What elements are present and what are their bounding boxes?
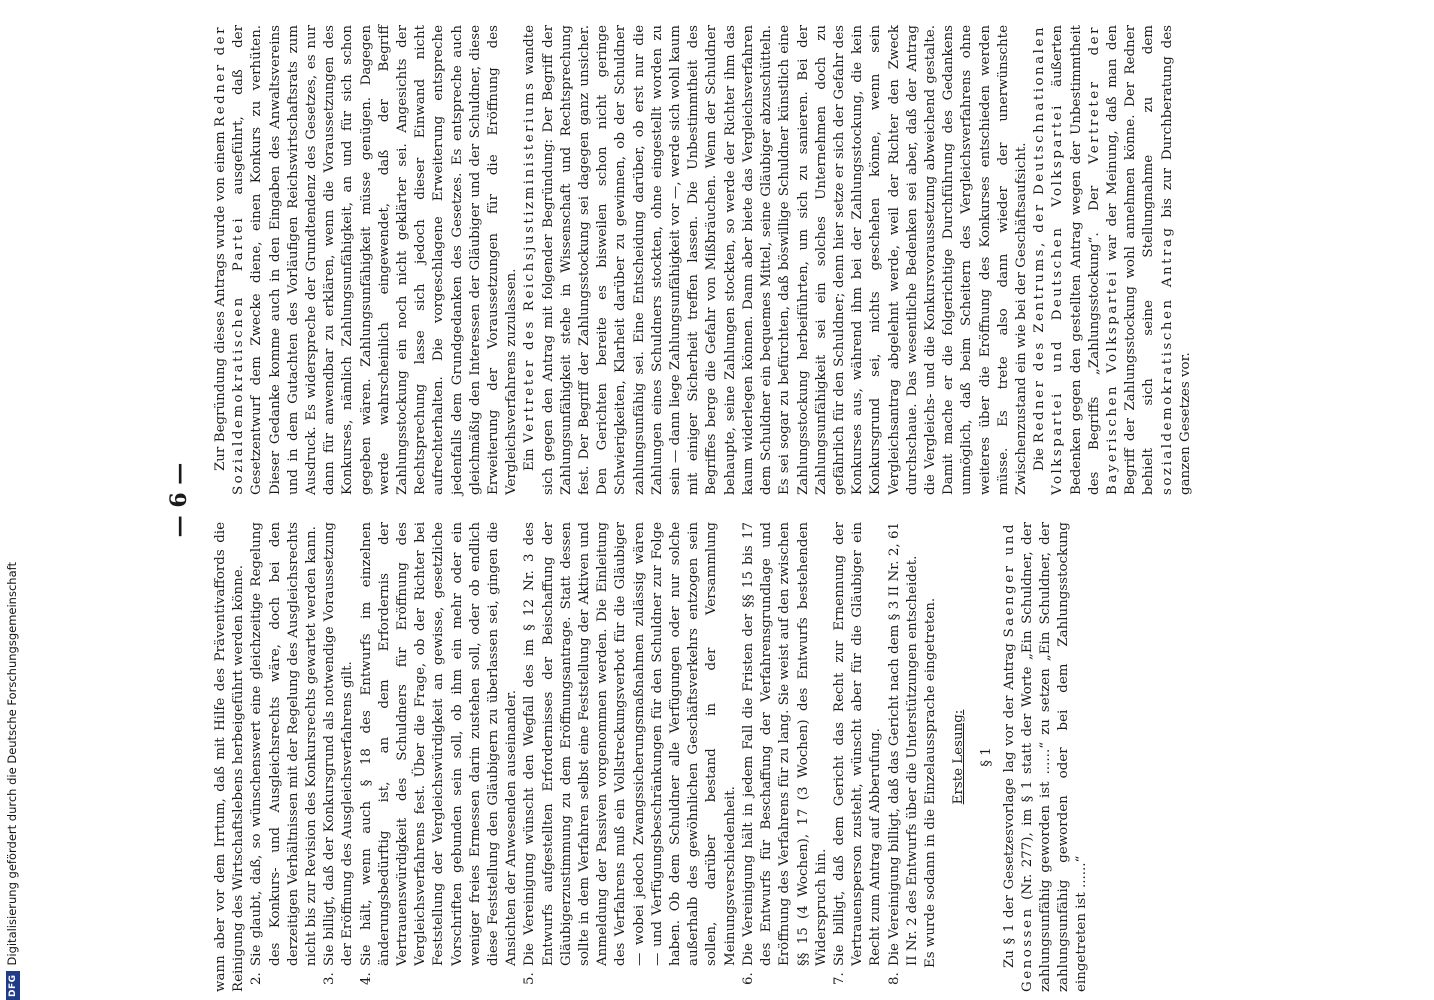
speaker-name: Vertreter des Reichsjustizministeriums: [522, 80, 538, 443]
paragraph: Ein Vertreter des Reichsjustizministeriums wandte sich gegen den Antrag mit folgender Begründung: Der Begriff der Zahlungsunfähigkeit stehe in Wissenschaft und Rechtsprechung fest. Der Begriff der Zahlungsstockung sei dagegen ganz unsicher. Den Gerichten bereite es bisweilen schon nicht geringe Schwierigkeiten, Klarheit darüber zu gewinnen, ob der Schuldner zahlungsunfähig sei. Eine Entscheidung darüber, ob erst nur die Zahlungen eines Schuldners stockten, ohne eingestellt worden zu sein — dann liege Zahlungsunfähigkeit vor —, werde sich wohl kaum mit einiger Sicherheit treffen lassen. Die Unbestimmtheit des Begriffes berge die Gefahr von Mißbräuchen. Wenn der Schuldner behaupte, seine Zahlungen stockten, so werde der Richter ihm das kaum widerlegen können. Dann aber biete das Vergleichsverfahren dem Schuldner ein bequemes Mittel, seine Gläubiger abzuschütteln. Es sei sogar zu befürchten, daß böswillige Schuldner künstlich eine Zahlungsstockung herbeiführten, um sich zu sanieren. Bei der Zahlungsunfähigkeit sei ein solches Unternehmen doch zu gefährlich für den Schuldner; denn hier setze er sich der Gefahr des Konkurses aus, während ihm bei der Zahlungsstockung, die kein Konkursgrund sei, nichts geschehen könne, wenn sein Vergleichsantrag abgelehnt werde, weil der Richter den Zweck durchschaue. Das wesentliche Bedenken sei aber, daß der Antrag die Vergleichs- und die Konkursvoraussetzung abweichend gestalte. Damit mache er die folgerichtige Durchführung des Gedankens unmöglich, daß beim Scheitern des Vergleichsverfahrens ohne weiteres über die Eröffnung des Konkurses entschieden werden müsse. Es trete also dann wieder der unerwünschte Zwischenzustand ein wie bei der Geschäftsaufsicht.: [522, 24, 1029, 495]
speaker-name: Redner des Zentrums, der Deutschnationalen Volkspartei und Deutschen Volkspartei: [1032, 25, 1066, 495]
speaker-name: sozialdemokratischen Antrag: [1159, 225, 1175, 495]
credit-text: Digitalisierung gefördert durch die Deutsche Forschungsgemeinschaft: [5, 562, 19, 966]
section-title: § 1: [979, 747, 995, 767]
list-item: 2. Sie glaubt, daß, so wünschenswert eine gleichzeitige Regelung des Konkurs- und Ausgleichsrechts wäre, doch bei den derzeitigen Verhältnissen mit der Regelung des Ausgleichsrechts nicht bis zur Revision des Konkursrechts gewartet werden kann.: [248, 522, 321, 968]
paragraph: Die Redner des Zentrums, der Deutschnationalen Volkspartei und Deutschen Volkspartei äußerten Bedenken gegen den gestellten Antrag wegen der Unbestimmtheit des Begriffs „Zahlungsstockung“. Der Vertreter der Bayerischen Volkspartei war der Meinung, daß man den Begriff der Zahlungsstockung wohl annehmen könne. Der Redner behielt sich seine Stellungnahme zu dem sozialdemokratischen Antrag bis zur Durchberatung des ganzen Gesetzes vor.: [1032, 25, 1193, 495]
dfg-logo: DFG: [6, 971, 20, 1000]
list-item: 5. Die Vereinigung wünscht den Wegfall des im § 12 Nr. 3 des Entwurfs aufgestellten Erfordernisses der Beischaffung der Gläubigerzustimmung zu dem Eröffnungsantrage. Statt dessen sollte in dem Verfahren selbst eine Feststellung der Aktiven und Anmeldung der Passiven vorgenommen werden. Die Einleitung des Verfahrens muß ein Vollstreckungsverbot für die Gläubiger — wobei jedoch Zwangssicherungsmaßnahmen zulässig wären — und Verfügungsbeschränkungen für den Schuldner zur Folge haben. Ob dem Schuldner alle Verfügungen oder nur solche außerhalb des gewöhnlichen Geschäftsverkehrs entzogen sein sollen, darüber bestand in der Versammlung Meinungsverschiedenheit.: [521, 522, 739, 968]
reading-title: Erste Lesung:: [951, 709, 967, 805]
right-column: [212, 25, 1195, 495]
scanned-page: [150, 0, 1420, 1000]
proposer-names: Saenger und Genossen: [1001, 522, 1035, 992]
transition-paragraph: Es wurde sodann in die Einzelaussprache eingetreten.: [922, 597, 938, 968]
speaker-name: Redner der Sozialdemokratischen Partei: [213, 25, 247, 495]
speaker-name: Vertreter der Bayerischen Volkspartei: [1086, 25, 1120, 495]
list-item: 6. Die Vereinigung hält in jedem Fall die Fristen der §§ 15 bis 17 des Entwurfs für Beschaffung der Verfahrensgrundlage und Eröffnung des Verfahrens für zu lang. Sie weist auf den zwischen §§ 15 (4 Wochen), 17 (3 Wochen) des Entwurfs bestehenden Widerspruch hin.: [740, 522, 831, 968]
list-item: 8. Die Vereinigung billigt, daß das Gericht nach dem § 3 II Nr. 2, 61 II Nr. 2 des Entwurfs über die Unterstützungen entscheidet.: [886, 522, 922, 968]
list-item: 3. Sie billigt, daß der Konkursgrund als notwendige Voraussetzung der Eröffnung des Ausgleichsverfahrens gilt.: [321, 522, 357, 968]
page-number: — 6 —: [166, 462, 192, 538]
intro-fragment: wann aber vor dem Irrtum, daß mit Hilfe des Präventivaffords die Reinigung des Wirtschaftslebens herbeigeführt werden könne.: [213, 522, 247, 992]
list-item: 4. Sie hält, wenn auch § 18 des Entwurfs im einzelnen änderungsbedürftig ist, an dem Erfordernis der Vertrauenswürdigkeit des Schuldners für Eröffnung des Vergleichsverfahrens fest. Über die Frage, ob der Richter bei Feststellung der Vergleichswürdigkeit an gewisse, gesetzliche Vorschriften gebunden sein soll, ob ihm ein mehr oder ein weniger freies Ermessen darin zustehen soll, oder ob endlich diese Feststellung den Gläubigern zu überlassen sei, gingen die Ansichten der Anwesenden auseinander.: [358, 522, 522, 968]
numbered-list: [248, 522, 922, 992]
paragraph: Zur Begründung dieses Antrags wurde von einem Redner der Sozialdemokratischen Partei ausgeführt, daß der Gesetzentwurf dem Zwecke diene, einen Konkurs zu verhüten. Dieser Gedanke komme auch in den Eingaben des Anwaltsvereins und in dem Gutachten des Vorläufigen Reichswirtschaftsrats zum Ausdruck. Es widerspreche der Grundtendenz des Gesetzes, es nur dann für anwendbar zu erklären, wenn die Voraussetzungen des Konkurses, nämlich Zahlungsunfähigkeit, an und für sich schon gegeben wären. Zahlungsunfähigkeit müsse genügen. Dagegen werde wahrscheinlich eingewendet, daß der Begriff Zahlungsstockung ein noch nicht geklärter sei. Angesichts der Rechtsprechung lasse sich jedoch dieser Einwand nicht aufrechterhalten. Die vorgeschlagene Erweiterung entspreche jedenfalls dem Grundgedanken des Gesetzes. Es entspreche auch gleichmäßig den Interessen der Gläubiger und der Schuldner, diese Erweiterung der Voraussetzungen für die Eröffnung des Vergleichsverfahrens zuzulassen.: [213, 25, 520, 495]
left-column: [212, 522, 1092, 992]
list-item: 7. Sie billigt, daß dem Gericht das Recht zur Ernennung der Vertrauensperson zusteht, wünscht aber für die Gläubiger ein Recht zum Antrag auf Abberufung.: [831, 522, 886, 968]
section-paragraph: Zu § 1 der Gesetzesvorlage lag vor der Antrag Saenger und Genossen (Nr. 277), im § 1 statt der Worte „Ein Schuldner, der zahlungsunfähig geworden ist ......“ zu setzen „Ein Schuldner, der zahlungsunfähig geworden oder bei dem Zahlungsstockung eingetreten ist ......“: [1001, 522, 1090, 992]
digitization-credit: [2, 10, 22, 1000]
